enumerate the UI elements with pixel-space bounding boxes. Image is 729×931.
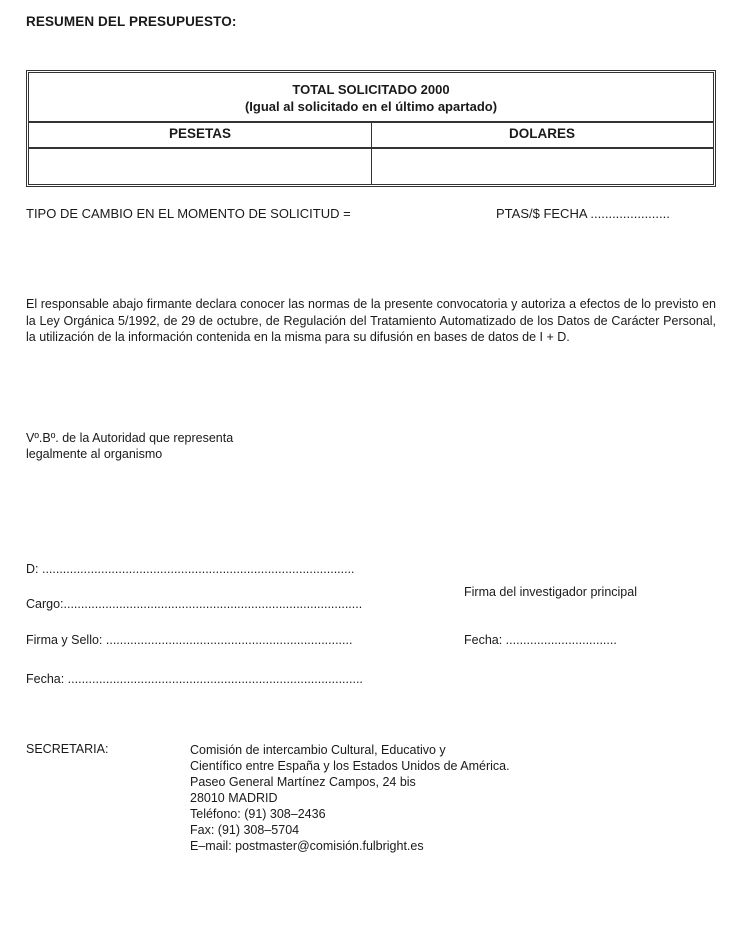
address-line: Fax: (91) 308–5704 xyxy=(190,823,300,837)
secretaria-address xyxy=(190,742,510,854)
fecha-right-field[interactable]: Fecha: ................................ xyxy=(464,633,617,647)
address-line: Teléfono: (91) 308–2436 xyxy=(190,807,326,821)
table-title-line2: (Igual al solicitado en el último apartado) xyxy=(244,99,498,114)
budget-summary-table xyxy=(26,70,716,187)
table-title xyxy=(29,73,713,123)
col-header-dolares: DOLARES xyxy=(508,126,575,141)
authority-block xyxy=(26,430,326,462)
table-header-row xyxy=(29,123,713,149)
exchange-unit-date[interactable]: PTAS/$ FECHA ...................... xyxy=(496,206,670,221)
page-heading: RESUMEN DEL PRESUPUESTO: xyxy=(26,14,237,29)
authority-line1: Vº.Bº. de la Autoridad que representa xyxy=(26,431,234,445)
declaration-paragraph: El responsable abajo firmante declara conocer las normas de la presente convocatoria y autoriza a efectos de lo previsto en la Ley Orgánica 5/1992, de 29 de octubre, de Regulación del Tratamiento Automatizado de los Datos de Carácter Personal, la utilización de la información contenida en la misma para su difusión en bases de datos de I + D. xyxy=(26,297,716,344)
d-field[interactable]: D: .......................................................................................... xyxy=(26,562,355,576)
table-title-line1: TOTAL SOLICITADO 2000 xyxy=(292,82,450,97)
secretaria-label: SECRETARIA: xyxy=(26,742,109,756)
dolares-value-field[interactable] xyxy=(371,147,713,184)
table-value-row xyxy=(29,147,713,184)
pesetas-value-field[interactable] xyxy=(29,147,372,184)
address-line: Comisión de intercambio Cultural, Educativo y xyxy=(190,743,446,757)
authority-line2: legalmente al organismo xyxy=(26,447,163,461)
address-line: Paseo General Martínez Campos, 24 bis xyxy=(190,775,416,789)
address-email[interactable]: E–mail: postmaster@comisión.fulbright.es xyxy=(190,839,424,853)
fecha-left-field[interactable]: Fecha: ..................................................................................... xyxy=(26,672,363,686)
col-header-pesetas: PESETAS xyxy=(29,123,372,147)
firma-sello-field[interactable]: Firma y Sello: ....................................................................... xyxy=(26,633,353,647)
address-line: Científico entre España y los Estados Unidos de América. xyxy=(190,759,510,773)
address-line: 28010 MADRID xyxy=(190,791,278,805)
signature-label-investigador: Firma del investigador principal xyxy=(464,585,637,599)
exchange-rate-label: TIPO DE CAMBIO EN EL MOMENTO DE SOLICITUD = xyxy=(26,206,351,221)
cargo-field[interactable]: Cargo:...................................................................................... xyxy=(26,597,363,611)
